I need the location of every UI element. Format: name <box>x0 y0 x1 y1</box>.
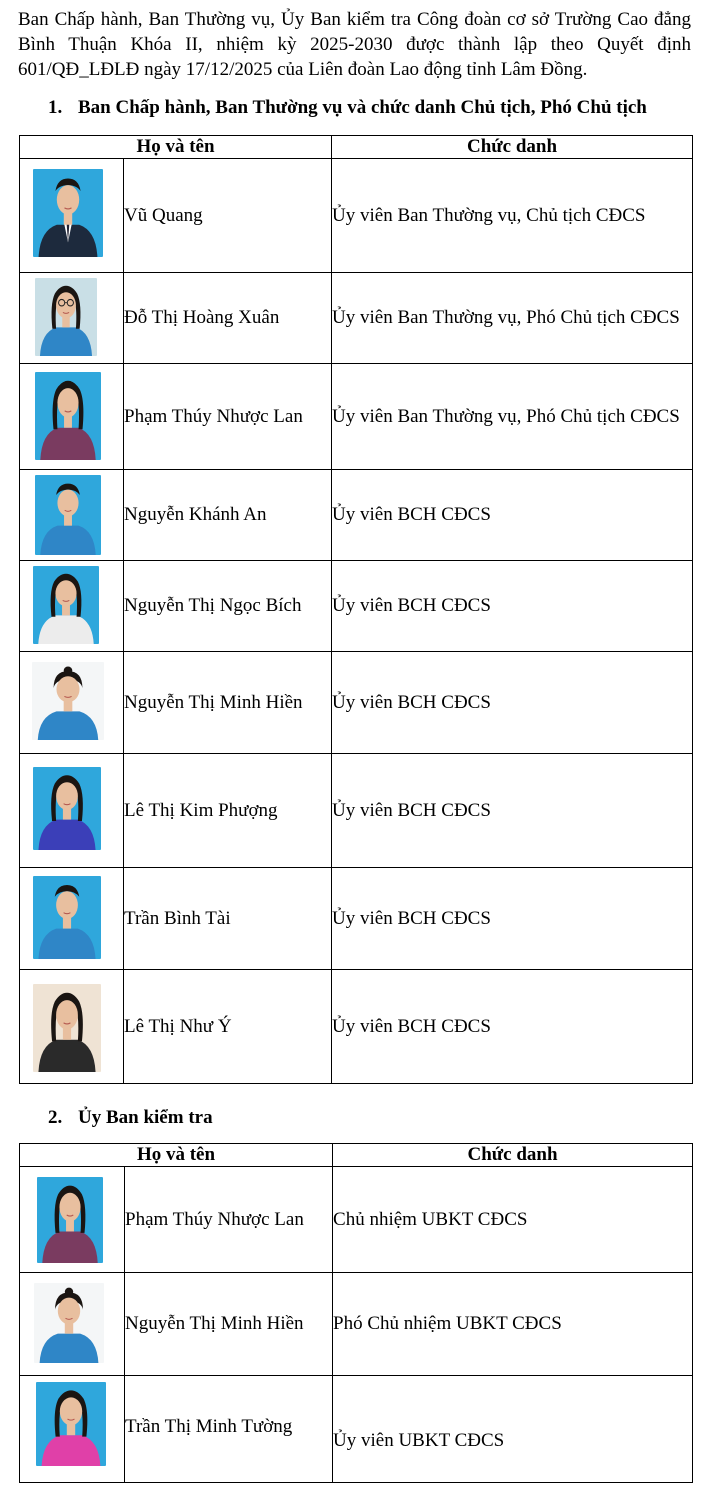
photo-cell <box>20 470 124 561</box>
member-name: Đỗ Thị Hoàng Xuân <box>124 273 332 364</box>
portrait-photo <box>33 984 101 1072</box>
photo-cell <box>20 1376 125 1483</box>
member-name: Trần Bình Tài <box>124 868 332 970</box>
portrait-illustration <box>33 876 101 959</box>
photo-cell <box>20 159 124 273</box>
section-2-title: Ủy Ban kiểm tra <box>78 1107 213 1128</box>
portrait-photo <box>36 1382 106 1466</box>
member-title: Ủy viên BCH CĐCS <box>332 970 693 1084</box>
portrait-illustration <box>32 662 104 740</box>
portrait-photo <box>33 169 103 257</box>
portrait-illustration <box>35 278 97 356</box>
section-2-number: 2. <box>48 1107 63 1128</box>
table-row <box>20 754 693 868</box>
member-name: Nguyễn Thị Minh Hiền <box>124 652 332 754</box>
portrait-illustration <box>37 1177 103 1263</box>
table-row <box>20 652 693 754</box>
portrait-photo <box>35 372 101 460</box>
member-name: Nguyễn Thị Minh Hiền <box>125 1273 333 1376</box>
column-header-name: Họ và tên <box>20 1144 333 1167</box>
portrait-illustration <box>33 984 101 1072</box>
column-header-title: Chức danh <box>333 1144 693 1167</box>
photo-cell <box>20 868 124 970</box>
portrait-illustration <box>33 566 99 644</box>
table-row <box>20 364 693 470</box>
member-title: Ủy viên BCH CĐCS <box>332 868 693 970</box>
photo-cell <box>20 754 124 868</box>
photo-cell <box>20 364 124 470</box>
member-name: Trần Thị Minh Tường <box>125 1376 333 1483</box>
table-row <box>20 159 693 273</box>
photo-cell <box>20 1273 125 1376</box>
inspection-committee-table <box>19 1143 693 1483</box>
photo-cell <box>20 273 124 364</box>
portrait-photo <box>33 767 101 850</box>
member-title: Ủy viên BCH CĐCS <box>332 652 693 754</box>
portrait-photo <box>37 1177 103 1263</box>
member-name: Lê Thị Kim Phượng <box>124 754 332 868</box>
column-header-title: Chức danh <box>332 136 693 159</box>
portrait-photo <box>33 876 101 959</box>
portrait-photo <box>33 566 99 644</box>
table-row <box>20 561 693 652</box>
portrait-illustration <box>33 767 101 850</box>
portrait-illustration <box>34 1283 104 1363</box>
member-name: Phạm Thúy Nhược Lan <box>124 364 332 470</box>
member-title: Phó Chủ nhiệm UBKT CĐCS <box>333 1273 693 1376</box>
table-row <box>20 970 693 1084</box>
member-name: Nguyễn Thị Ngọc Bích <box>124 561 332 652</box>
portrait-photo <box>32 662 104 740</box>
photo-cell <box>20 970 124 1084</box>
member-title: Ủy viên BCH CĐCS <box>332 561 693 652</box>
column-header-name: Họ và tên <box>20 136 332 159</box>
table-row <box>20 1273 693 1376</box>
executive-committee-table <box>19 135 693 1084</box>
section-1-title: Ban Chấp hành, Ban Thường vụ và chức danh Chủ tịch, Phó Chủ tịch <box>78 97 647 118</box>
member-name: Lê Thị Như Ý <box>124 970 332 1084</box>
table-row <box>20 1167 693 1273</box>
photo-cell <box>20 652 124 754</box>
table-header-row <box>20 136 693 159</box>
member-title: Ủy viên BCH CĐCS <box>332 470 693 561</box>
table-row <box>20 470 693 561</box>
portrait-illustration <box>33 169 103 257</box>
portrait-illustration <box>35 475 101 555</box>
member-title: Ủy viên Ban Thường vụ, Chủ tịch CĐCS <box>332 159 693 273</box>
member-title: Ủy viên Ban Thường vụ, Phó Chủ tịch CĐCS <box>332 273 693 364</box>
portrait-photo <box>35 475 101 555</box>
member-title: Ủy viên Ban Thường vụ, Phó Chủ tịch CĐCS <box>332 364 693 470</box>
table-header-row <box>20 1144 693 1167</box>
section-2-heading <box>48 1106 213 1130</box>
table-row <box>20 868 693 970</box>
photo-cell <box>20 561 124 652</box>
table-row <box>20 1376 693 1483</box>
member-name: Vũ Quang <box>124 159 332 273</box>
member-title: Chủ nhiệm UBKT CĐCS <box>333 1167 693 1273</box>
photo-cell <box>20 1167 125 1273</box>
member-name: Phạm Thúy Nhược Lan <box>125 1167 333 1273</box>
table-row <box>20 273 693 364</box>
section-1-number: 1. <box>48 97 63 118</box>
section-1-heading <box>48 96 647 120</box>
intro-paragraph: Ban Chấp hành, Ban Thường vụ, Ủy Ban kiểm tra Công đoàn cơ sở Trường Cao đẳng Bình Thuận Khóa II, nhiệm kỳ 2025-2030 được thành lập theo Quyết định 601/QĐ_LĐLĐ ngày 17/12/2025 của Liên đoàn Lao động tỉnh Lâm Đồng. <box>18 9 691 80</box>
member-title: Ủy viên BCH CĐCS <box>332 754 693 868</box>
portrait-photo <box>34 1283 104 1363</box>
member-name: Nguyễn Khánh An <box>124 470 332 561</box>
portrait-illustration <box>36 1382 106 1466</box>
portrait-illustration <box>35 372 101 460</box>
member-title: Ủy viên UBKT CĐCS <box>333 1376 693 1483</box>
portrait-photo <box>35 278 97 356</box>
